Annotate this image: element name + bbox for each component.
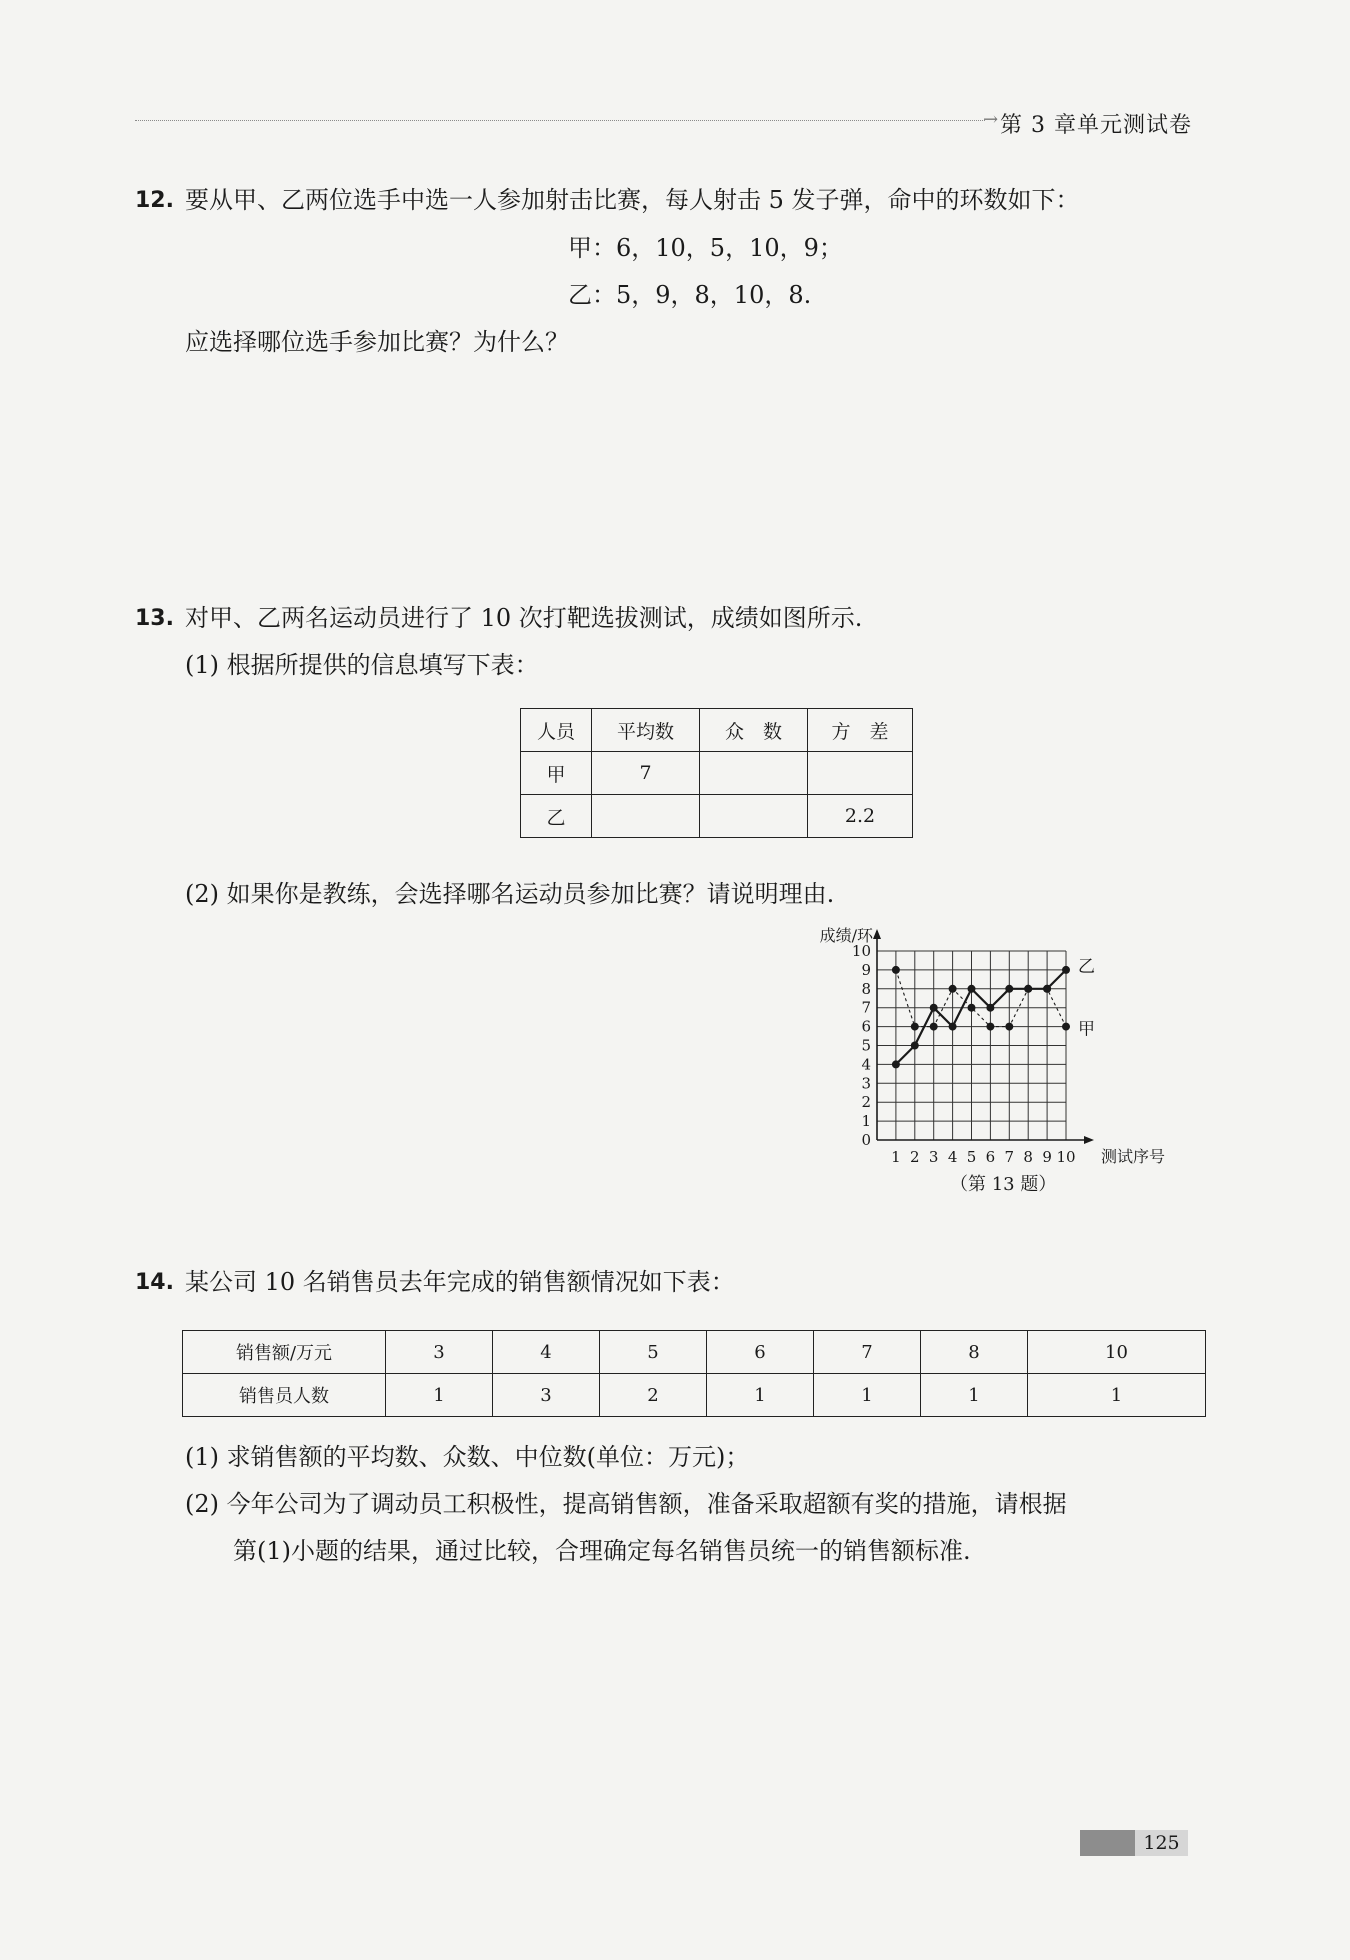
series-yi-line (896, 970, 1066, 1065)
table-row-label: 销售员人数 (183, 1374, 386, 1417)
series-jia-point (930, 1023, 938, 1031)
x-tick-label: 7 (1004, 1148, 1015, 1166)
series-yi-point (968, 985, 976, 993)
table-cell: 1 (814, 1374, 921, 1417)
table-cell: 8 (921, 1331, 1028, 1374)
table-cell: 甲 (521, 752, 592, 795)
question-14-number: 14. (135, 1270, 174, 1295)
page-number: 125 (1135, 1830, 1188, 1856)
series-jia-point (949, 985, 957, 993)
series-jia-point (986, 1023, 994, 1031)
y-tick-label: 3 (861, 1074, 871, 1093)
header-arrow-icon: → (983, 109, 999, 130)
y-tick-label: 9 (861, 960, 871, 979)
x-tick-label: 5 (966, 1148, 977, 1166)
x-tick-label: 1 (891, 1148, 901, 1166)
question-12-number: 12. (135, 188, 174, 213)
table-row (183, 1331, 1206, 1374)
x-tick-label: 9 (1042, 1148, 1052, 1166)
table-cell: 2.2 (808, 795, 913, 838)
question-14-part2-line1: (2) 今年公司为了调动员工积极性，提高销售额，准备采取超额有奖的措施，请根据 (185, 1490, 1067, 1518)
y-axis-arrow-icon (873, 929, 881, 939)
question-13-table (520, 708, 913, 838)
table-cell (700, 752, 808, 795)
y-tick-label: 0 (861, 1131, 871, 1149)
series-jia-point (911, 1023, 919, 1031)
series-yi-point (1005, 985, 1013, 993)
question-13-line-chart (800, 915, 1200, 1195)
series-jia-point (1043, 985, 1051, 993)
table-cell: 7 (814, 1331, 921, 1374)
question-14-text: 某公司 10 名销售员去年完成的销售额情况如下表： (185, 1268, 735, 1296)
x-axis-arrow-icon (1084, 1136, 1094, 1144)
table-cell: 2 (600, 1374, 707, 1417)
y-tick-label: 6 (861, 1017, 871, 1036)
series-jia-point (968, 1004, 976, 1012)
series-yi-point (1062, 966, 1070, 974)
series-jia-point (1062, 1023, 1070, 1031)
x-tick-label: 4 (947, 1148, 958, 1166)
table-header-cell: 方 差 (808, 709, 913, 752)
question-12-text: 要从甲、乙两位选手中选一人参加射击比赛，每人射击 5 发子弹，命中的环数如下： (185, 186, 1080, 214)
table-cell: 5 (600, 1331, 707, 1374)
table-cell (700, 795, 808, 838)
table-header-cell: 人员 (521, 709, 592, 752)
series-yi-point (892, 1060, 900, 1068)
series-yi-point (930, 1004, 938, 1012)
table-cell: 10 (1028, 1331, 1206, 1374)
table-cell (592, 795, 700, 838)
x-axis-label: 测试序号 (1101, 1147, 1166, 1166)
series-jia-label: 甲 (1078, 1019, 1095, 1040)
question-12-jia-scores: 甲：6，10，5，10，9； (568, 234, 843, 262)
y-tick-label: 7 (861, 998, 871, 1017)
table-row (183, 1374, 1206, 1417)
x-tick-label: 2 (910, 1148, 920, 1166)
question-14-table (182, 1330, 1206, 1417)
chart-caption: （第 13 题） (950, 1174, 1057, 1195)
table-header-row (521, 709, 913, 752)
question-14-part1: (1) 求销售额的平均数、众数、中位数(单位：万元)； (185, 1443, 750, 1471)
table-cell: 1 (707, 1374, 814, 1417)
table-cell: 4 (493, 1331, 600, 1374)
y-axis-label: 成绩/环 (819, 926, 873, 945)
table-cell: 6 (707, 1331, 814, 1374)
series-yi-point (911, 1042, 919, 1050)
y-tick-label: 8 (861, 979, 871, 998)
y-tick-label: 5 (861, 1036, 871, 1055)
chapter-title: 第 3 章单元测试卷 (1000, 113, 1192, 138)
series-jia-point (1024, 985, 1032, 993)
header-rule (135, 120, 985, 121)
y-tick-label: 10 (851, 942, 871, 960)
y-tick-label: 1 (861, 1112, 871, 1131)
series-yi-point (986, 1004, 994, 1012)
series-yi-label: 乙 (1078, 956, 1095, 977)
table-row-label: 销售额/万元 (183, 1331, 386, 1374)
x-tick-label: 3 (928, 1148, 939, 1166)
question-13-text: 对甲、乙两名运动员进行了 10 次打靶选拔测试，成绩如图所示. (185, 604, 863, 632)
x-tick-label: 10 (1056, 1148, 1076, 1166)
question-14-part2-line2: 第(1)小题的结果，通过比较，合理确定每名销售员统一的销售额标准. (233, 1537, 971, 1565)
question-13-part2: (2) 如果你是教练，会选择哪名运动员参加比赛？请说明理由. (185, 880, 835, 908)
table-cell: 3 (493, 1374, 600, 1417)
series-jia-point (1005, 1023, 1013, 1031)
table-cell (808, 752, 913, 795)
table-cell: 1 (1028, 1374, 1206, 1417)
table-header-cell: 平均数 (592, 709, 700, 752)
table-cell: 3 (386, 1331, 493, 1374)
table-row (521, 795, 913, 838)
table-cell: 7 (592, 752, 700, 795)
question-12-yi-scores: 乙：5，9，8，10，8. (568, 281, 812, 309)
table-cell: 1 (921, 1374, 1028, 1417)
y-tick-label: 4 (861, 1055, 871, 1074)
x-tick-label: 8 (1023, 1148, 1033, 1166)
question-12-question: 应选择哪位选手参加比赛？为什么？ (185, 328, 569, 356)
series-yi-point (949, 1023, 957, 1031)
table-cell: 1 (386, 1374, 493, 1417)
x-tick-label: 6 (985, 1148, 996, 1166)
question-13-number: 13. (135, 606, 174, 631)
series-jia-point (892, 966, 900, 974)
table-cell: 乙 (521, 795, 592, 838)
question-13-part1: (1) 根据所提供的信息填写下表： (185, 651, 539, 679)
table-header-cell: 众 数 (700, 709, 808, 752)
table-row (521, 752, 913, 795)
y-tick-label: 2 (861, 1093, 871, 1112)
